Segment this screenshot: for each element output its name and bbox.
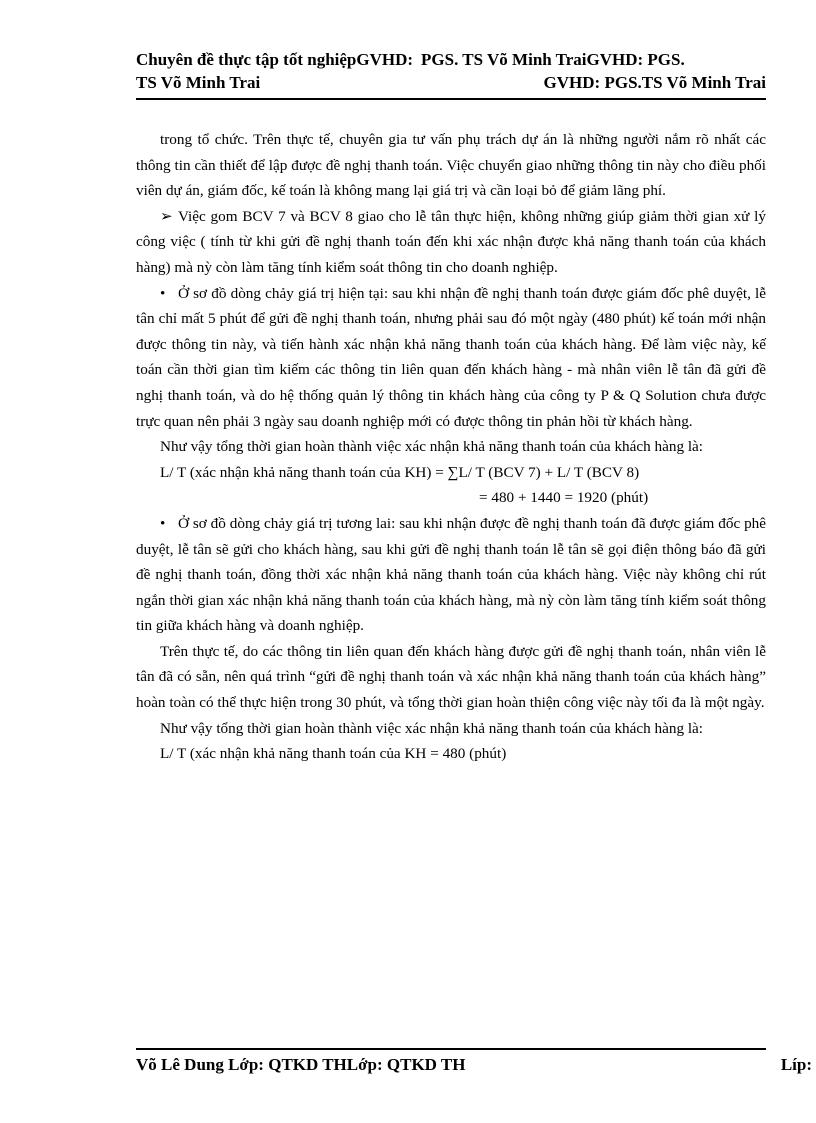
footer-author: Võ Lê Dung Lớp: QTKD THLớp: QTKD TH <box>136 1055 466 1074</box>
page-footer <box>136 1054 812 1076</box>
paragraph-1: trong tổ chức. Trên thực tế, chuyên gia tư vấn phụ trách dự án là những người nắm rõ nhất các thông tin cần thiết để lập được đề nghị thanh toán. Việc chuyển giao những thông tin này cho điều phối viên dự án, giám đốc, kế toán là không mang lại giá trị và cần loại bỏ để giảm lãng phí. <box>136 131 766 200</box>
header-advisor-cont: TS Võ Minh Trai <box>136 73 261 92</box>
formula-1: L/ T (xác nhận khả năng thanh toán của KH) = ∑L/ T (BCV 7) + L/ T (BCV 8) <box>160 463 640 481</box>
footer-class: Líp: <box>780 1055 812 1074</box>
footer-divider <box>136 1048 766 1050</box>
formula-3: L/ T (xác nhận khả năng thanh toán của KH = 480 (phút) <box>160 745 507 763</box>
paragraph-2: Việc gom BCV 7 và BCV 8 giao cho lễ tân thực hiện, không những giúp giảm thời gian xử lý công việc ( tính từ khi gửi đề nghị thanh toán đến khi xác nhận được khả năng thanh toán của khách hàng) mà nỳ còn làm tăng tính kiểm soát thông tin cho doanh nghiệp. <box>136 207 766 276</box>
header-title: Chuyên đề thực tập tốt nghiệpGVHD: <box>136 50 414 69</box>
paragraph-3: Ở sơ đồ dòng chảy giá trị hiện tại: sau khi nhận đề nghị thanh toán được giám đốc phê duyệt, lễ tân chỉ mất 5 phút để gửi đề nghị thanh toán, nhưng phải sau đó một ngày (480 phút) kế toán mới nhận được thông tin này, và tiến hành xác nhận khả năng thanh toán của khách hàng. Để làm việc này, kế toán cần thời gian tìm kiếm các thông tin liên quan đến khách hàng - mà nhân viên lễ tân đã gửi đề nghị thanh toán, và do hệ thống quản lý thông tin khách hàng của công ty P & Q Solution chưa được trực quan nên phải 3 ngày sau doanh nghiệp mới có được thông tin phản hồi từ khách hàng. <box>136 284 766 430</box>
paragraph-4: Như vậy tổng thời gian hoàn thành việc xác nhận khả năng thanh toán của khách hàng là: <box>160 438 704 456</box>
header-line-1 <box>136 48 766 71</box>
bullet-paragraph-current <box>136 281 766 435</box>
bullet-icon: • <box>160 284 166 302</box>
header-advisor: PGS. TS Võ Minh TraiGVHD: PGS. <box>421 50 685 69</box>
arrow-bullet-paragraph <box>136 204 766 281</box>
paragraph-6: Trên thực tế, do các thông tin liên quan đến khách hàng được gửi đề nghị thanh toán, nhân viên lễ tân đã có sẵn, nên quá trình “gửi đề nghị thanh toán và xác nhận khả năng thanh toán của khách hàng” hoàn toàn có thể thực hiện trong 30 phút, và tổng thời gian hoàn thiện công việc này tối đa là một ngày. <box>136 642 766 712</box>
paragraph-7: Như vậy tổng thời gian hoàn thành việc xác nhận khả năng thanh toán của khách hàng là: <box>160 719 704 737</box>
page-header <box>136 48 766 100</box>
arrow-bullet-icon: ➢ <box>160 207 173 225</box>
header-advisor-right: GVHD: PGS.TS Võ Minh Trai <box>543 73 766 92</box>
bullet-paragraph-future <box>136 511 766 639</box>
bullet-icon: • <box>160 514 166 532</box>
formula-2: = 480 + 1440 = 1920 (phút) <box>479 489 649 507</box>
document-body <box>136 127 766 767</box>
paragraph-5: Ở sơ đồ dòng chảy giá trị tương lai: sau khi nhận được đề nghị thanh toán đã được giám đốc phê duyệt, lễ tân sẽ gửi cho khách hàng, sau khi gửi đề nghị thanh toán lễ tân sẽ gọi điện thông báo đã gửi đề nghị thanh toán, đồng thời xác nhận khả năng thanh toán của khách hàng. Việc này không chỉ rút ngắn thời gian xác nhận khả năng thanh toán của khách hàng, mà nỳ còn làm tăng tính kiểm soát thông tin giữa khách hàng và doanh nghiệp. <box>136 514 766 635</box>
header-line-2 <box>136 71 766 94</box>
